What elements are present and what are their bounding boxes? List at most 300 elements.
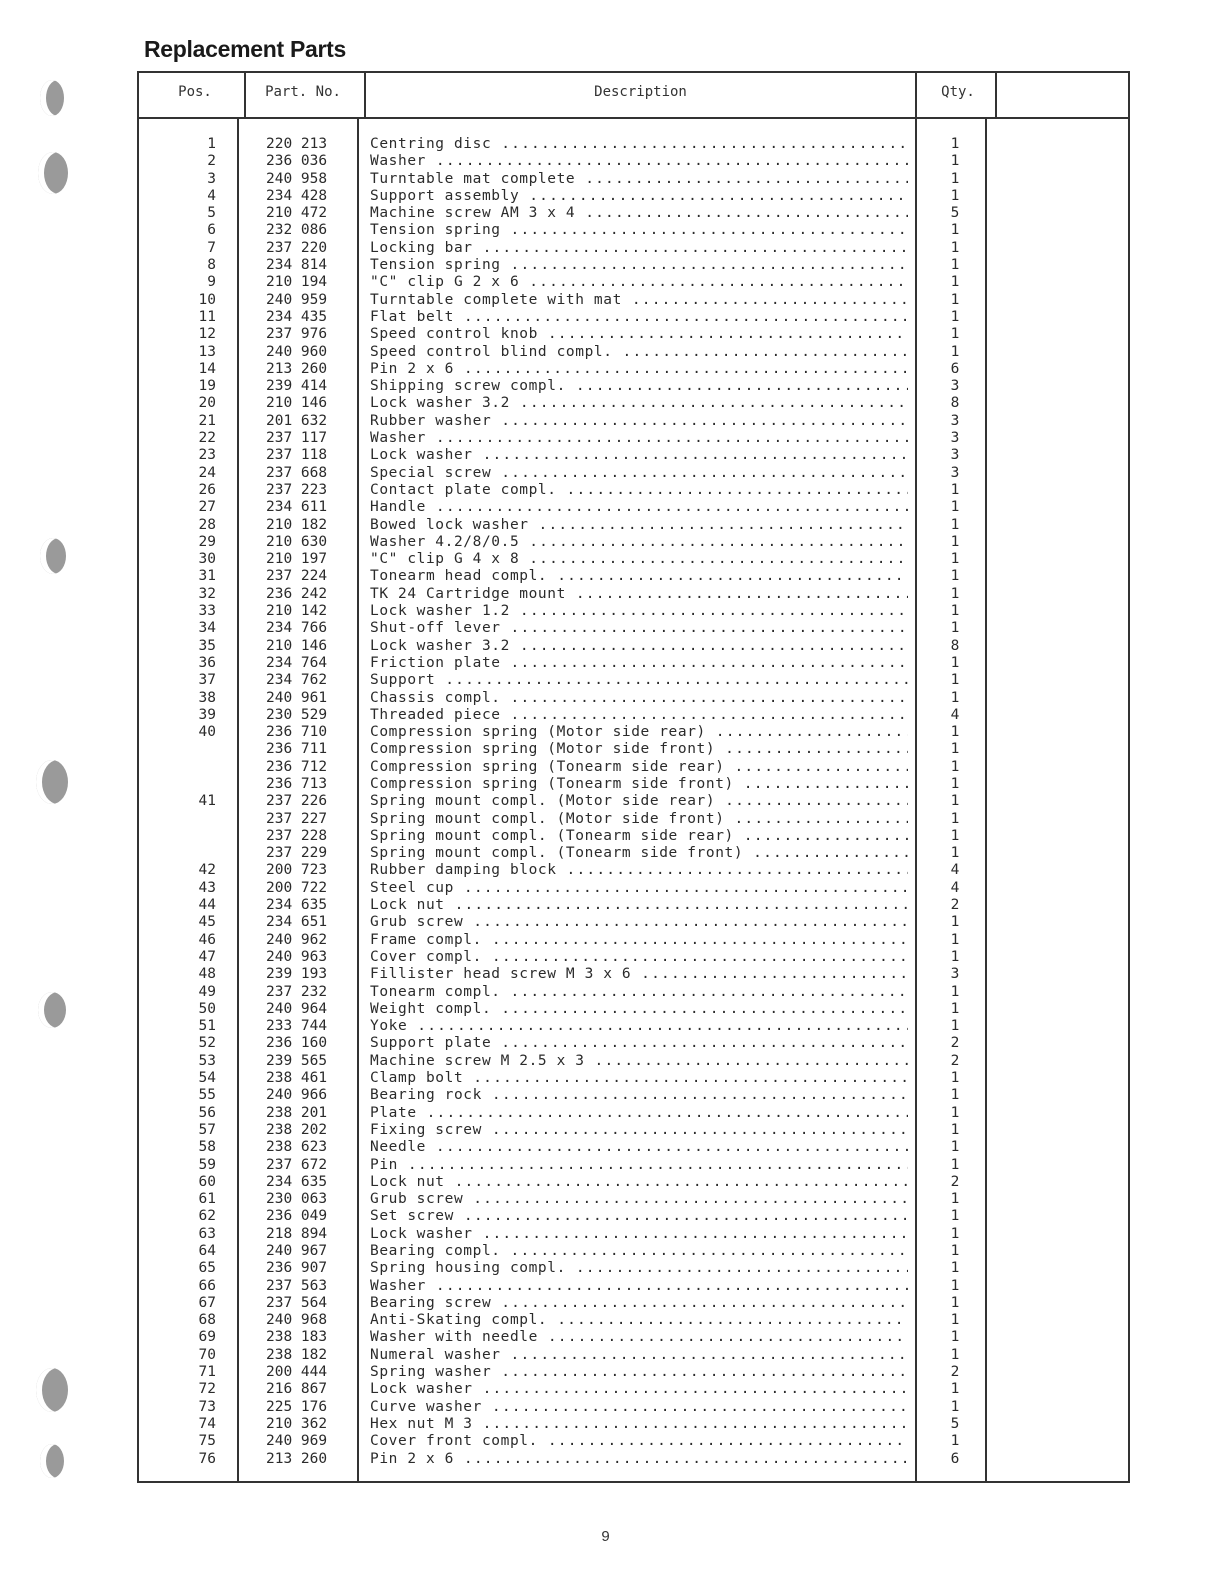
row-part-no: 237 563	[266, 1277, 328, 1294]
row-pos: 48	[198, 966, 216, 983]
row-qty: 1	[950, 793, 960, 810]
row-qty: 1	[950, 170, 960, 187]
row-qty: 1	[950, 274, 960, 291]
row-part-no: 237 232	[266, 983, 328, 1000]
row-qty: 3	[950, 464, 960, 481]
row-part-no: 234 814	[266, 257, 328, 274]
row-part-no: 236 713	[266, 775, 328, 792]
row-pos: 68	[198, 1312, 216, 1329]
row-qty: 3	[950, 430, 960, 447]
row-description: Cover compl. .....	[370, 949, 908, 966]
row-qty: 1	[950, 672, 960, 689]
row-qty: 1	[950, 758, 960, 775]
row-part-no: 220 213	[266, 136, 328, 152]
row-qty: 1	[950, 827, 960, 844]
row-part-no: 240 960	[266, 343, 328, 360]
row-part-no: 230 529	[266, 706, 328, 723]
row-qty: 1	[950, 533, 960, 550]
row-part-no: 232 086	[266, 222, 328, 239]
row-qty: 1	[950, 1260, 960, 1277]
table-row	[0, 707, 1211, 724]
row-pos: 28	[198, 516, 216, 533]
row-pos: 69	[198, 1329, 216, 1346]
page-number: 9	[601, 1528, 610, 1545]
row-pos: 13	[198, 343, 216, 360]
table-row	[0, 344, 1211, 361]
row-qty: 1	[950, 1208, 960, 1225]
row-description: Support assembly .....	[370, 188, 908, 205]
row-pos: 34	[198, 620, 216, 637]
binder-hole	[40, 538, 66, 574]
table-row	[0, 1278, 1211, 1295]
row-part-no: 234 428	[266, 187, 328, 204]
row-pos: 35	[198, 637, 216, 654]
row-part-no: 237 672	[266, 1156, 328, 1173]
row-part-no: 213 260	[266, 1450, 328, 1467]
row-part-no: 237 228	[266, 827, 328, 844]
row-part-no: 225 176	[266, 1398, 328, 1415]
row-qty: 1	[950, 1156, 960, 1173]
row-pos: 62	[198, 1208, 216, 1225]
row-description: Clamp bolt .....	[370, 1070, 908, 1087]
row-part-no: 237 564	[266, 1294, 328, 1311]
row-pos: 21	[198, 412, 216, 429]
table-row	[0, 499, 1211, 516]
row-part-no: 238 182	[266, 1346, 328, 1363]
row-qty: 1	[950, 499, 960, 516]
table-row	[0, 1312, 1211, 1329]
row-qty: 2	[950, 1173, 960, 1190]
row-description: Machine screw AM 3 x 4 .....	[370, 205, 908, 222]
row-qty: 1	[950, 257, 960, 274]
row-pos: 22	[198, 430, 216, 447]
row-qty: 1	[950, 775, 960, 792]
row-qty: 2	[950, 897, 960, 914]
row-qty: 1	[950, 1000, 960, 1017]
table-row	[0, 136, 1211, 153]
row-pos: 50	[198, 1000, 216, 1017]
row-part-no: 237 226	[266, 793, 328, 810]
row-qty: 1	[950, 948, 960, 965]
row-qty: 1	[950, 1433, 960, 1450]
row-description: Speed control blind compl. .....	[370, 344, 908, 361]
binder-hole	[38, 992, 66, 1028]
row-part-no: 234 762	[266, 672, 328, 689]
table-row	[0, 274, 1211, 291]
row-part-no: 210 194	[266, 274, 328, 291]
row-part-no: 233 744	[266, 1018, 328, 1035]
table-row	[0, 880, 1211, 897]
row-pos: 46	[198, 931, 216, 948]
row-part-no: 200 444	[266, 1364, 328, 1381]
table-row	[0, 517, 1211, 534]
row-part-no: 240 962	[266, 931, 328, 948]
row-description: Lock washer 3.2 .....	[370, 395, 908, 412]
row-description: TK 24 Cartridge mount .....	[370, 586, 908, 603]
row-description: Washer .....	[370, 153, 908, 170]
table-row	[0, 793, 1211, 810]
row-pos: 14	[198, 360, 216, 377]
row-part-no: 240 958	[266, 170, 328, 187]
row-pos: 38	[198, 689, 216, 706]
header-pos: Pos.	[178, 84, 212, 100]
row-description: Grub screw .....	[370, 914, 908, 931]
row-pos: 72	[198, 1381, 216, 1398]
row-description: Spring mount compl. (Motor side rear) .....	[370, 793, 908, 810]
row-qty: 1	[950, 516, 960, 533]
row-pos: 10	[198, 291, 216, 308]
row-qty: 8	[950, 637, 960, 654]
row-description: Centring disc .....	[370, 136, 908, 153]
table-row	[0, 1364, 1211, 1381]
row-qty: 1	[950, 239, 960, 256]
row-description: Rubber damping block .....	[370, 862, 908, 879]
row-description: Turntable complete with mat .....	[370, 292, 908, 309]
row-pos: 67	[198, 1294, 216, 1311]
row-description: Contact plate compl. .....	[370, 482, 908, 499]
row-pos: 73	[198, 1398, 216, 1415]
row-description: Support .....	[370, 672, 908, 689]
row-description: Needle .....	[370, 1139, 908, 1156]
table-row	[0, 638, 1211, 655]
row-qty: 1	[950, 291, 960, 308]
binder-hole	[40, 80, 64, 116]
row-pos: 2	[207, 153, 216, 170]
row-part-no: 240 967	[266, 1243, 328, 1259]
row-description: Fixing screw .....	[370, 1122, 908, 1139]
row-qty: 1	[950, 568, 960, 585]
row-qty: 1	[950, 551, 960, 568]
row-part-no: 218 894	[266, 1225, 328, 1242]
row-pos: 4	[207, 187, 216, 204]
row-part-no: 238 461	[266, 1070, 328, 1087]
row-part-no: 237 117	[266, 430, 328, 447]
table-row	[0, 188, 1211, 205]
table-row	[0, 932, 1211, 949]
row-qty: 4	[950, 879, 960, 896]
row-description: Spring mount compl. (Motor side front) .....	[370, 811, 908, 828]
row-qty: 1	[950, 1191, 960, 1208]
row-pos: 20	[198, 395, 216, 412]
row-pos: 33	[198, 603, 216, 620]
row-description: Fillister head screw M 3 x 6 .....	[370, 966, 908, 983]
header-divider	[137, 117, 1130, 119]
table-row	[0, 690, 1211, 707]
table-row	[0, 1329, 1211, 1346]
row-part-no: 239 414	[266, 378, 328, 395]
binder-hole	[36, 760, 68, 804]
row-pos: 60	[198, 1173, 216, 1190]
table-row	[0, 845, 1211, 862]
row-pos: 55	[198, 1087, 216, 1104]
row-pos: 51	[198, 1018, 216, 1035]
row-qty: 1	[950, 654, 960, 671]
row-pos: 27	[198, 499, 216, 516]
table-row	[0, 222, 1211, 239]
row-description: Anti-Skating compl. .....	[370, 1312, 908, 1329]
table-row	[0, 413, 1211, 430]
row-pos: 8	[207, 257, 216, 274]
row-part-no: 234 635	[266, 897, 328, 914]
table-row	[0, 1243, 1211, 1260]
row-description: Rubber washer .....	[370, 413, 908, 430]
row-description: Chassis compl. .....	[370, 690, 908, 707]
row-description: Tension spring .....	[370, 257, 908, 274]
row-description: Numeral washer .....	[370, 1347, 908, 1364]
row-qty: 1	[950, 689, 960, 706]
table-row	[0, 568, 1211, 585]
row-part-no: 237 118	[266, 447, 328, 464]
row-description: Bowed lock washer .....	[370, 517, 908, 534]
row-qty: 1	[950, 620, 960, 637]
row-qty: 6	[950, 360, 960, 377]
row-part-no: 234 635	[266, 1173, 328, 1190]
row-pos: 40	[198, 724, 216, 741]
row-description: Hex nut M 3 .....	[370, 1416, 908, 1433]
binder-hole	[38, 152, 68, 194]
row-qty: 1	[950, 1139, 960, 1156]
row-pos: 19	[198, 378, 216, 395]
table-row	[0, 1087, 1211, 1104]
row-part-no: 234 651	[266, 914, 328, 931]
table-row	[0, 1139, 1211, 1156]
row-part-no: 239 193	[266, 966, 328, 983]
table-row	[0, 1191, 1211, 1208]
row-description: Lock washer .....	[370, 1381, 908, 1398]
table-row	[0, 430, 1211, 447]
row-qty: 1	[950, 1104, 960, 1121]
row-part-no: 240 966	[266, 1087, 328, 1104]
row-part-no: 240 969	[266, 1433, 328, 1450]
row-pos: 26	[198, 481, 216, 498]
row-part-no: 240 968	[266, 1312, 328, 1329]
row-pos: 41	[198, 793, 216, 810]
row-description: Pin .....	[370, 1157, 908, 1174]
row-qty: 3	[950, 966, 960, 983]
row-pos: 31	[198, 568, 216, 585]
row-part-no: 240 963	[266, 948, 328, 965]
row-description: Compression spring (Motor side front) .....	[370, 741, 908, 758]
row-description: Shipping screw compl. .....	[370, 378, 908, 395]
table-row	[0, 724, 1211, 741]
row-part-no: 238 623	[266, 1139, 328, 1156]
table-row	[0, 1001, 1211, 1018]
row-description: Spring housing compl. .....	[370, 1260, 908, 1277]
table-row	[0, 1208, 1211, 1225]
table-row	[0, 1295, 1211, 1312]
row-qty: 1	[950, 1018, 960, 1035]
row-description: Weight compl. .....	[370, 1001, 908, 1018]
row-part-no: 234 435	[266, 308, 328, 325]
row-qty: 1	[950, 931, 960, 948]
table-row	[0, 759, 1211, 776]
table-row	[0, 205, 1211, 222]
row-qty: 1	[950, 1398, 960, 1415]
table-row	[0, 984, 1211, 1001]
row-description: Bearing compl. .....	[370, 1243, 908, 1260]
row-part-no: 237 668	[266, 464, 328, 481]
row-description: Washer .....	[370, 1278, 908, 1295]
row-part-no: 237 223	[266, 481, 328, 498]
row-qty: 1	[950, 1346, 960, 1363]
row-qty: 2	[950, 1364, 960, 1381]
row-description: Spring mount compl. (Tonearm side front) .....	[370, 845, 908, 862]
row-pos: 36	[198, 654, 216, 671]
header-part-no: Part. No.	[265, 84, 341, 100]
row-qty: 1	[950, 1329, 960, 1346]
row-pos: 37	[198, 672, 216, 689]
table-row	[0, 1035, 1211, 1052]
row-description: Lock nut .....	[370, 897, 908, 914]
row-description: Lock washer 3.2 .....	[370, 638, 908, 655]
row-pos: 65	[198, 1260, 216, 1277]
row-description: Tonearm head compl. .....	[370, 568, 908, 585]
row-part-no: 238 183	[266, 1329, 328, 1346]
row-pos: 75	[198, 1433, 216, 1450]
row-qty: 1	[950, 585, 960, 602]
row-qty: 3	[950, 412, 960, 429]
table-row	[0, 897, 1211, 914]
row-qty: 1	[950, 153, 960, 170]
row-qty: 1	[950, 1070, 960, 1087]
row-qty: 1	[950, 1087, 960, 1104]
row-description: Compression spring (Tonearm side rear) .....	[370, 759, 908, 776]
row-description: Spring mount compl. (Tonearm side rear) .....	[370, 828, 908, 845]
table-row	[0, 1260, 1211, 1277]
row-pos: 63	[198, 1225, 216, 1242]
row-qty: 1	[950, 914, 960, 931]
row-pos: 23	[198, 447, 216, 464]
row-description: Pin 2 x 6 .....	[370, 361, 908, 378]
parts-list	[0, 136, 1211, 1468]
row-qty: 6	[950, 1450, 960, 1467]
row-part-no: 213 260	[266, 360, 328, 377]
row-pos: 43	[198, 879, 216, 896]
row-part-no: 236 712	[266, 758, 328, 775]
row-part-no: 210 630	[266, 533, 328, 550]
row-part-no: 234 766	[266, 620, 328, 637]
row-description: Yoke .....	[370, 1018, 908, 1035]
table-row	[0, 534, 1211, 551]
row-pos: 61	[198, 1191, 216, 1208]
table-row	[0, 776, 1211, 793]
table-row	[0, 482, 1211, 499]
row-description: Pin 2 x 6 .....	[370, 1451, 908, 1468]
row-description: Cover front compl. .....	[370, 1433, 908, 1450]
row-qty: 1	[950, 603, 960, 620]
row-pos: 44	[198, 897, 216, 914]
row-pos: 3	[207, 170, 216, 187]
row-description: "C" clip G 2 x 6 .....	[370, 274, 908, 291]
row-description: Plate .....	[370, 1105, 908, 1122]
row-description: Spring washer .....	[370, 1364, 908, 1381]
header-qty: Qty.	[941, 84, 975, 100]
table-row	[0, 292, 1211, 309]
row-part-no: 239 565	[266, 1052, 328, 1069]
row-pos: 58	[198, 1139, 216, 1156]
row-description: Flat belt .....	[370, 309, 908, 326]
row-description: Turntable mat complete .....	[370, 171, 908, 188]
row-qty: 1	[950, 1294, 960, 1311]
row-qty: 1	[950, 187, 960, 204]
table-row	[0, 240, 1211, 257]
row-part-no: 240 959	[266, 291, 328, 308]
table-row	[0, 1018, 1211, 1035]
row-pos: 76	[198, 1450, 216, 1467]
table-row	[0, 1347, 1211, 1364]
row-part-no: 210 146	[266, 395, 328, 412]
row-description: Curve washer .....	[370, 1399, 908, 1416]
row-pos: 12	[198, 326, 216, 343]
table-row	[0, 326, 1211, 343]
binder-hole	[40, 1444, 64, 1478]
table-row	[0, 1399, 1211, 1416]
row-part-no: 216 867	[266, 1381, 328, 1398]
header-description: Description	[594, 84, 687, 100]
row-description: Grub screw .....	[370, 1191, 908, 1208]
row-pos: 57	[198, 1121, 216, 1138]
table-row	[0, 1433, 1211, 1450]
table-row	[0, 1070, 1211, 1087]
row-pos: 39	[198, 706, 216, 723]
row-qty: 1	[950, 741, 960, 758]
table-row	[0, 153, 1211, 170]
row-description: Lock washer .....	[370, 447, 908, 464]
row-pos: 6	[207, 222, 216, 239]
table-row	[0, 828, 1211, 845]
row-qty: 1	[950, 1225, 960, 1242]
row-part-no: 236 710	[266, 724, 328, 741]
row-qty: 1	[950, 1243, 960, 1259]
row-pos: 49	[198, 983, 216, 1000]
row-pos: 1	[207, 136, 216, 152]
row-qty: 4	[950, 862, 960, 879]
table-row	[0, 1416, 1211, 1433]
row-pos: 47	[198, 948, 216, 965]
row-pos: 54	[198, 1070, 216, 1087]
row-description: Frame compl. .....	[370, 932, 908, 949]
table-row	[0, 465, 1211, 482]
table-row	[0, 949, 1211, 966]
row-pos: 59	[198, 1156, 216, 1173]
row-part-no: 236 907	[266, 1260, 328, 1277]
table-row	[0, 655, 1211, 672]
table-row	[0, 966, 1211, 983]
table-row	[0, 1226, 1211, 1243]
table-row	[0, 171, 1211, 188]
row-pos: 24	[198, 464, 216, 481]
row-qty: 3	[950, 378, 960, 395]
row-pos: 66	[198, 1277, 216, 1294]
row-description: Steel cup .....	[370, 880, 908, 897]
column-divider-part	[364, 71, 366, 118]
row-part-no: 201 632	[266, 412, 328, 429]
row-pos: 56	[198, 1104, 216, 1121]
row-qty: 4	[950, 706, 960, 723]
row-description: "C" clip G 4 x 8 .....	[370, 551, 908, 568]
row-pos: 11	[198, 308, 216, 325]
row-description: Compression spring (Tonearm side front) .....	[370, 776, 908, 793]
row-qty: 1	[950, 481, 960, 498]
row-description: Set screw .....	[370, 1208, 908, 1225]
row-qty: 8	[950, 395, 960, 412]
page-title: Replacement Parts	[144, 36, 346, 62]
row-part-no: 210 197	[266, 551, 328, 568]
row-part-no: 234 611	[266, 499, 328, 516]
row-qty: 1	[950, 308, 960, 325]
row-pos: 53	[198, 1052, 216, 1069]
row-pos: 30	[198, 551, 216, 568]
